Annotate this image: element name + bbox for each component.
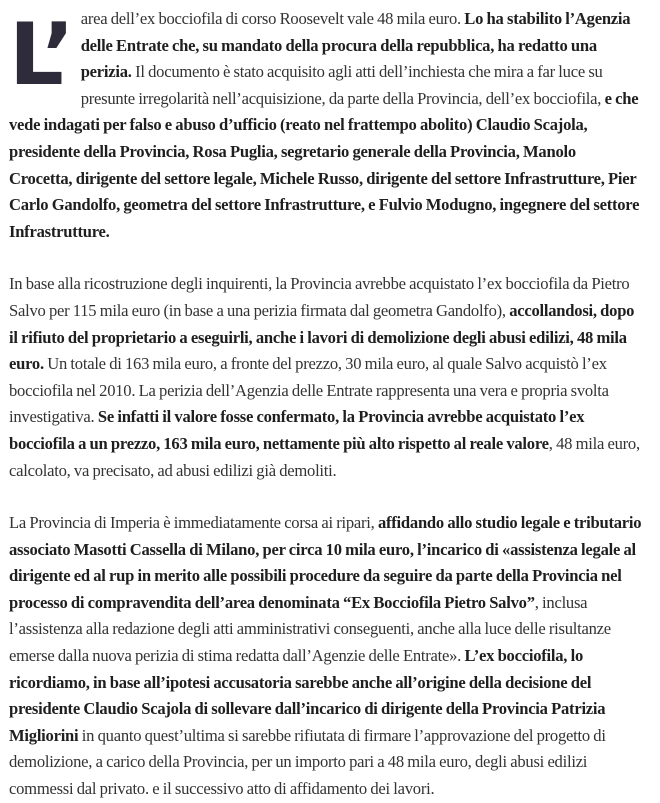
- p3-seg-3: L’ex bocciofila, lo ricordiamo, in base all’ipotesi accusatoria sarebbe anche all’origine della decisione del presidente Claudio Scajola di sollevare dall’incarico di dirigente della Provincia Patrizia Migliorini: [9, 646, 606, 745]
- p1-seg-0: area dell’ex bocciofila di corso Roosevelt vale 48 mila euro.: [80, 9, 465, 28]
- p2-seg-4: , 48 mila euro, calcolato, va precisato, ad abusi edilizi già demoliti.: [9, 433, 640, 480]
- p2-seg-3: Se infatti il valore fosse confermato, la Provincia avrebbe acquistato l’ex bocciofila a un prezzo, 163 mila euro, nettamente più alto rispetto al reale valore: [9, 407, 585, 453]
- p2-seg-2: Un totale di 163 mila euro, a fronte del prezzo, 30 mila euro, al quale Salvo acquistò l’ex bocciofila nel 2010. La perizia dell’Agenzia delle Entrate rappresenta una vera e propria svolta investigativa.: [9, 354, 609, 427]
- p3-seg-2: , inclusa l’assistenza alla redazione degli atti amministrativi conseguenti, anche alla luce delle risultanze emerse dalla nuova perizia di stima redatta dall’Agenzie delle Entrate».: [9, 592, 611, 666]
- paragraph-2: [9, 271, 642, 484]
- p1-seg-1: Lo ha stabilito l’Agenzia delle Entrate che, su mandato della procura della repubblica, ha redatto una perizia.: [80, 9, 631, 82]
- paragraph-3: [9, 510, 642, 803]
- p2-seg-0: In base alla ricostruzione degli inquirenti, la Provincia avrebbe acquistato l’ex bocciofila da Pietro Salvo per 115 mila euro (in base a una perizia firmata dal geometra Gandolfo),: [9, 274, 630, 320]
- paragraph-1: [9, 6, 642, 245]
- p2-seg-1: accollandosi, dopo il rifiuto del proprietario a eseguirli, anche i lavori di demolizione degli abusi edilizi, 48 mila euro.: [9, 300, 635, 374]
- p3-seg-4: in quanto quest’ultima si sarebbe rifiutata di firmare l’approvazione del progetto di demolizione, a carico della Provincia, per un importo pari a 48 mila euro, degli abusi edilizi commessi dal privato. e il successivo atto di affidamento dei lavori.: [9, 725, 606, 799]
- drop-cap: L’: [9, 5, 73, 105]
- p1-seg-3: e che vede indagati per falso e abuso d’ufficio (reato nel frattempo abolito) Claudio Scajola, presidente della Provincia, Rosa Puglia, segretario generale della Provincia, Manolo Crocetta, dirigente del settore legale, Michele Russo, dirigente del settore Infrastrutture, Pier Carlo Gandolfo, geometra del settore Infrastrutture, e Fulvio Modugno, ingegnere del settore Infrastrutture.: [9, 88, 640, 241]
- p3-seg-1: affidando allo studio legale e tributario associato Masotti Cassella di Milano, per circa 10 mila euro, l’incarico di «assistenza legale al dirigente ed al rup in merito alle possibili procedure da seguire da parte della Provincia nel processo di compravendita dell’area denominata “Ex Bocciofila Pietro Salvo”: [9, 513, 642, 612]
- p1-seg-2: Il documento è stato acquisito agli atti dell’inchiesta che mira a far luce su presunte irregolarità nell’acquisizione, da parte della Provincia, dell’ex bocciofila,: [80, 62, 605, 108]
- p3-seg-0: La Provincia di Imperia è immediatamente corsa ai ripari,: [9, 513, 378, 533]
